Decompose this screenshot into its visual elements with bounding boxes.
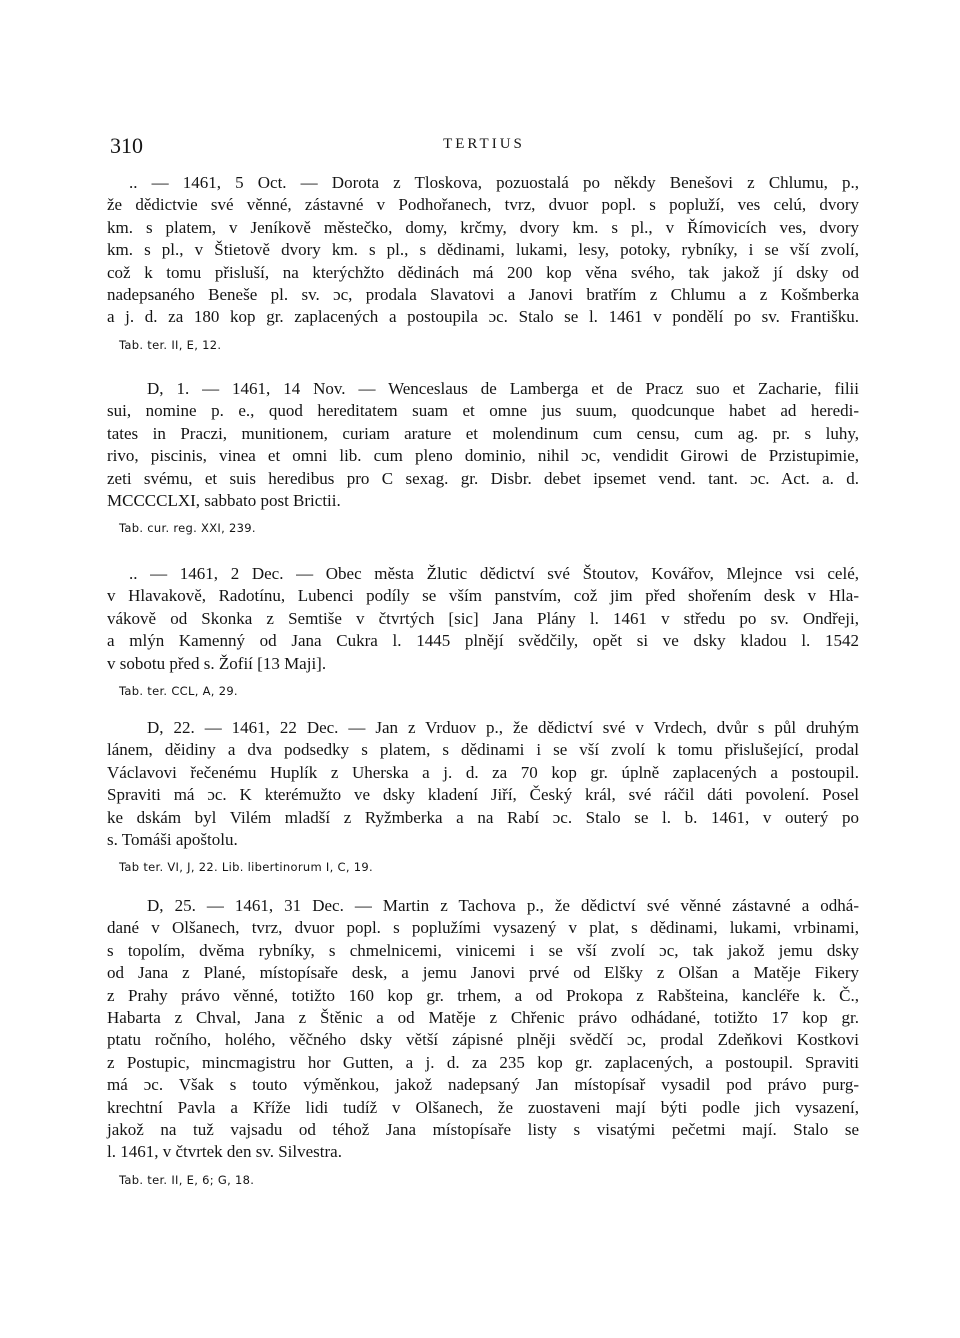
entry-line: vákově od Skonka z Semtiše v čtvrtých [sic] Jana Plány l. 1461 v středu po sv. Ondřeji, (107, 608, 859, 628)
entry-line: sui, nomine p. e., quod hereditatem suam et omne jus suum, quodcunque habet ad heredi- (107, 401, 859, 421)
entry-line: ke dskám byl Vilém mladší z Ryžmberka a na Rabí ɔc. Stalo se l. b. 1461, v outerý po (107, 807, 859, 827)
entry-line: lánem, děidiny a dva podsedky s platem, s dědinami i se vší zvolí k tomu přislušející, prodal (107, 740, 859, 760)
entry-line: z Prahy právo věnné, totižto 160 kop gr. trhem, a od Prokopa z Rabšteina, kancléře k. Č., (107, 985, 859, 1005)
source-reference: Tab. ter. CCL, A, 29. (119, 683, 238, 698)
entry-1461-dec-31 (107, 895, 859, 1188)
entry-line: rivo, piscinis, vinea et omni lib. cum pleno dominio, nihil ɔc, vendidit Girowi de Przistupimie, (107, 446, 859, 466)
entry-line: nadepsaného Beneše pl. sv. ɔc, prodala Slavatovi a Janovi bratřím z Chlumu a z Košmberka (107, 284, 859, 304)
entry-line: a j. d. za 180 kop gr. zaplacených a postoupila ɔc. Stalo se l. 1461 v pondělí po sv. Františku. (107, 307, 859, 327)
running-head: TERTIUS (443, 136, 525, 152)
entry-line: tates in Praczi, munitionem, curiam arature et molendinum cum censu, cum ag. pr. s luhy, (107, 423, 859, 443)
entry-line: dané v Olšanech, tvrz, dvuor popl. s poplužími vysazený v plat, s dědinami, lukami, vrbinami, (107, 918, 859, 938)
page-number: 310 (110, 133, 143, 158)
source-reference: Tab. ter. II, E, 6; G, 18. (119, 1172, 255, 1187)
entry-line: což k tomu přisluší, na kterýchžto dědinách má 200 kop věna svého, tak jakož jí dsky od (107, 262, 859, 282)
entry-line: jakož na tuž vajsadu od téhož Jana místopísaře listy s visatými pečetmi mají. Stalo se (107, 1119, 859, 1139)
entry-line: km. s platem, v Jeníkově městečko, domy, krčmy, dvory km. s pl., v Římovicích ves, dvory (107, 217, 859, 237)
page-header (110, 133, 858, 159)
entry-line: že dědictvie své věnné, zástavné v Podhořanech, tvrz, dvuor popl. s popluží, ves celú, dvory (107, 195, 859, 215)
entry-line: MCCCCLXI, sabbato post Brictii. (107, 490, 341, 510)
entry-line: l. 1461, v čtvrtek den sv. Silvestra. (107, 1142, 342, 1162)
entry-line: s. Tomáši apoštolu. (107, 829, 238, 849)
entry-line: ptatu ročního, holého, věčného dsky větší zápisné plněji svědčí ɔc, prodal Zdeňkovi Kostkovi (107, 1030, 859, 1050)
entry-line: Habarta z Chval, Jana z Štěnic a od Matěje z Chřenic právo odhádané, totižto 17 kop gr. (107, 1007, 859, 1027)
entry-1461-nov-14 (107, 378, 859, 536)
entry-line: D, 22. — 1461, 22 Dec. — Jan z Vrduov p., že dědictví své v Vrdech, dvůr s půl druhým (147, 718, 859, 737)
entry-line: v Hlavakově, Radotínu, Lubenci podíly se vším panstvím, což jim před shořením desk v Hla- (107, 586, 859, 606)
entry-line: má ɔc. Však s touto výměnkou, jakož nadepsaný Jan místopísař vysadil pod právo purg- (107, 1075, 859, 1095)
entry-line: z Postupic, mincmagistru hor Gutten, a j. d. za 235 kop gr. zaplacených, a postoupil. Spraviti (107, 1052, 859, 1072)
entry-1461-dec-2 (107, 563, 859, 699)
source-reference: Tab ter. VI, J, 22. Lib. libertinorum I, C, 19. (119, 860, 373, 875)
entry-1461-oct-5 (107, 172, 859, 353)
entry-line: od Jana z Plané, místopísaře desk, a jemu Janovi prvé od Elšky z Olšan a Matěje Fikery (107, 963, 859, 983)
entry-line: D, 1. — 1461, 14 Nov. — Wenceslaus de Lamberga et de Pracz suo et Zacharie, filii (147, 379, 859, 398)
source-reference: Tab. cur. reg. XXI, 239. (119, 521, 256, 536)
entry-1461-dec-22 (107, 717, 859, 875)
entry-line: .. — 1461, 5 Oct. — Dorota z Tloskova, pozuostalá po někdy Benešovi z Chlumu, p., (129, 173, 859, 192)
entry-line: zeti svému, et suis heredibus pro C sexag. gr. Disbr. debet ipsemet vend. tant. ɔc. Act. a. d. (107, 468, 859, 488)
source-reference: Tab. ter. II, E, 12. (119, 337, 222, 352)
entry-line: v sobotu před s. Žofií [13 Maji]. (107, 653, 327, 673)
entry-line: .. — 1461, 2 Dec. — Obec města Žlutic dědictví své Štoutov, Kovářov, Mlejnce vsi celé, (129, 564, 859, 583)
entry-line: Václavovi řečenému Huplík z Uherska a j. d. za 70 kop gr. úplně zaplacených a postoupil. (107, 762, 859, 782)
entry-line: s topolím, dvěma rybníky, s chmelnicemi, vinicemi i se vší zvolí ɔc, tak jakož jemu dsky (107, 940, 859, 960)
entry-line: D, 25. — 1461, 31 Dec. — Martin z Tachova p., že dědictví své věnné zástavné a odhá- (147, 896, 859, 915)
entry-line: km. s pl., v Štietově dvory km. s pl., s dědinami, lukami, lesy, potoky, rybníky, i se vší zvolí, (107, 240, 859, 260)
entry-line: krechtní Pavla a Kříže lidi tudíž v Olšanech, že zuostaveni mají býti podle jich vysazení, (107, 1097, 859, 1117)
entry-line: Spraviti má ɔc. K kterémužto ve dsky kladení Jiří, Český král, své ráčil dáti povolení. Posel (107, 785, 859, 805)
entry-line: a mlýn Kamenný od Jana Cukra l. 1445 plnějí svědčily, opět si ve dsky kladou l. 1542 (107, 631, 859, 651)
